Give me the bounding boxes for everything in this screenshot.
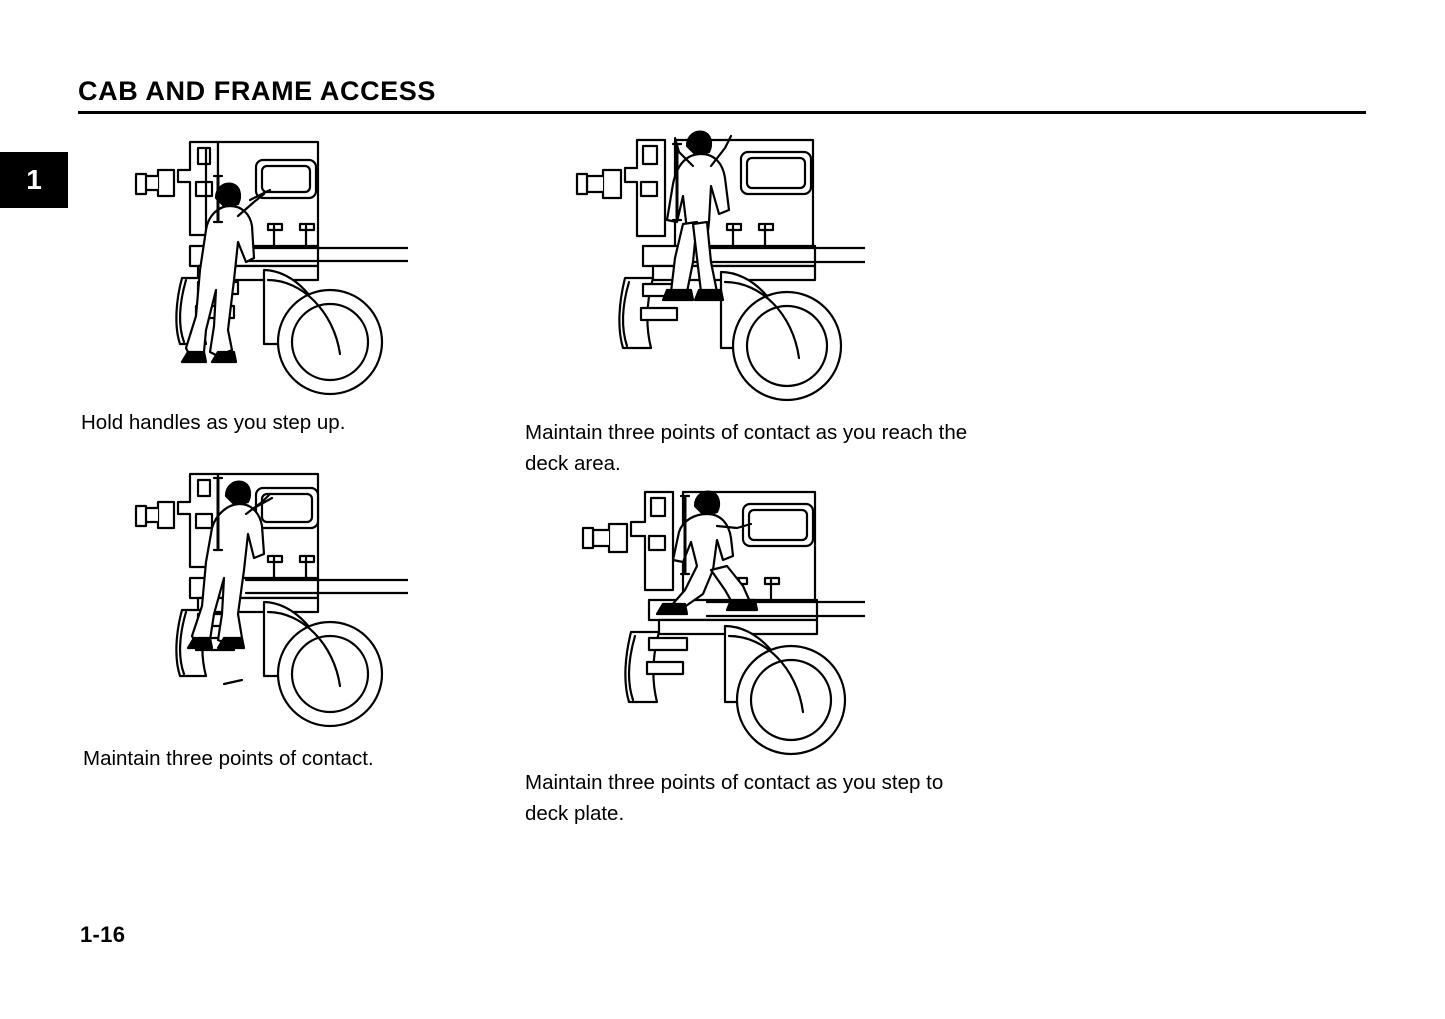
- figure-caption: Hold handles as you step up.: [81, 411, 346, 434]
- truck-cab-worker-stepping-deck-plate-icon: [525, 478, 985, 758]
- figure-step-to-deck-plate: [525, 478, 985, 830]
- page-header: [78, 78, 1368, 105]
- page-number: 1-16: [80, 922, 126, 947]
- truck-cab-worker-stepping-up-icon: [78, 130, 508, 400]
- figure-hold-handles: [78, 130, 508, 439]
- figure-caption: Maintain three points of contact as you step to deck plate.: [525, 771, 944, 825]
- page-title: CAB AND FRAME ACCESS: [78, 76, 437, 106]
- header-divider: [78, 111, 1366, 114]
- figure-three-points-contact: [78, 462, 508, 775]
- chapter-tab: [0, 152, 68, 208]
- truck-cab-worker-climbing-icon: [78, 462, 508, 732]
- chapter-tab-number: 1: [26, 164, 42, 195]
- figure-caption: Maintain three points of contact as you reach the deck area.: [525, 421, 968, 475]
- figure-reach-deck-area: [525, 126, 985, 480]
- truck-cab-worker-reaching-deck-icon: [525, 126, 985, 406]
- figure-caption: Maintain three points of contact.: [83, 747, 374, 770]
